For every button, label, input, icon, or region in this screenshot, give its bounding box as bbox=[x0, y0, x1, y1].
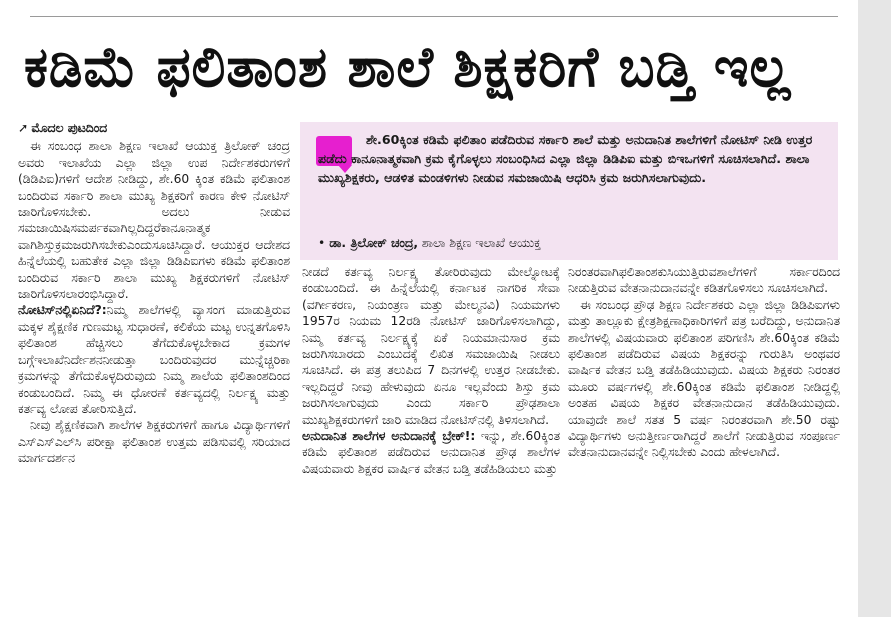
column-1 bbox=[18, 120, 290, 612]
kicker[interactable] bbox=[18, 120, 290, 136]
column-2 bbox=[302, 264, 560, 614]
paragraph bbox=[302, 428, 560, 477]
headline: ಕಡಿಮೆ ಫಲಿತಾಂಶ ಶಾಲೆ ಶಿಕ್ಷಕರಿಗೆ ಬಡ್ತಿ ಇಲ್ಲ bbox=[24, 35, 792, 100]
paragraph-text: ನಿಮ್ಮ ಶಾಲೆಗಳಲ್ಲಿ ವ್ಯಾಸಂಗ ಮಾಡುತ್ತಿರುವ ಮಕ್ಕಳ ಶೈಕ್ಷಣಿಕ ಗುಣಮಟ್ಟ ಸುಧಾರಣೆ, ಕಲಿಕೆಯ ಮಟ್ಟ ಉನ್ನತಗೊಳಿಸಿ ಫಲಿತಾಂಶ ಹೆಚ್ಚಿಸಲು ತೆಗೆದುಕೊಳ್ಳಬೇಕಾದ ಕ್ರಮಗಳ ಬಗ್ಗೆಇಲಾಖೆನಿರ್ದೇಶನನೀಡುತ್ತಾ ಬಂದಿರುವುದರ ಮುನ್ನೆಚ್ಚರಿಕಾ ಕ್ರಮಗಳನ್ನು ತೆಗೆದುಕೊಳ್ಳದಿರುವುದು ನಿಮ್ಮ ಶಾಲೆಯ ಫಲಿತಾಂಶದಿಂದ ಕಂಡುಬಂದಿದೆ. ನಿಮ್ಮ ಈ ಧೋರಣೆ ಕರ್ತವ್ಯದಲ್ಲಿ ನಿರ್ಲಕ್ಷ್ಯ ಮತ್ತು ಕರ್ತವ್ಯ ಲೋಪ ತೋರಿಸುತ್ತಿದೆ. bbox=[18, 303, 290, 416]
arrow-icon: ➚ bbox=[18, 121, 29, 135]
paragraph-text: ಇನ್ನು, ಶೇ.60ಕ್ಕಿಂತ ಕಡಿಮೆ ಫಲಿತಾಂಶ ಪಡೆದಿರುವ ಅನುದಾನಿತ ಪ್ರೌಢ ಶಾಲೆಗಳ ವಿಷಯವಾರು ಶಿಕ್ಷಕರ ವಾರ್ಷಿಕ ವೇತನ ಬಡ್ತಿ ತಡೆಹಿಡಿಯಲು ಮತ್ತು bbox=[302, 429, 560, 476]
viewer-side-margin bbox=[858, 0, 891, 617]
quote-name: ಡಾ. ತ್ರಿಲೋಕ್ ಚಂದ್ರ, bbox=[329, 236, 418, 250]
paragraph: ನೀಡದೆ ಕರ್ತವ್ಯ ನಿರ್ಲಕ್ಷ್ಯ ತೋರಿರುವುದು ಮೇಲ್ನೋಟಕ್ಕೆ ಕಂಡುಬಂದಿದೆ. ಈ ಹಿನ್ನೆಲೆಯಲ್ಲಿ ಕರ್ನಾಟಕ ನಾಗರಿಕ ಸೇವಾ (ವರ್ಗೀಕರಣ, ನಿಯಂತ್ರಣ ಮತ್ತು ಮೇಲ್ಮನವಿ) ನಿಯಮಗಳು 1957ರ ನಿಯಮ 12ರಡಿ ನೋಟಿಸ್ ಜಾರಿಗೊಳಿಸಲಾಗಿದ್ದು, ನಿಮ್ಮ ಕರ್ತವ್ಯ ನಿರ್ಲಕ್ಷ್ಯಕ್ಕೆ ಏಕೆ ನಿಯಮಾನುಸಾರ ಕ್ರಮ ಜರುಗಿಸಬಾರದು ಎಂಬುದಕ್ಕೆ ಲಿಖಿತ ಸಮಜಾಯಿಷಿ ನೀಡಲು ಸೂಚಿಸಿದೆ. ಈ ಪತ್ರ ತಲುಪಿದ 7 ದಿನಗಳಲ್ಲಿ ಉತ್ತರ ನೀಡಬೇಕು. ಇಲ್ಲದಿದ್ದರೆ ನೀವು ಹೇಳುವುದು ಏನೂ ಇಲ್ಲವೆಂದು ಶಿಸ್ತು ಕ್ರಮ ಜರುಗಿಸಲಾಗುವುದು ಎಂದು ಸರ್ಕಾರಿ ಪ್ರೌಢಶಾಲಾ ಮುಖ್ಯಶಿಕ್ಷಕರುಗಳಿಗೆ ಜಾರಿ ಮಾಡಿದ ನೋಟಿಸ್‌ನಲ್ಲಿ ತಿಳಿಸಲಾಗಿದೆ. bbox=[302, 265, 560, 427]
subheading: ನೋಟಿಸ್‌ನಲ್ಲಿಏನಿದೆ?: bbox=[18, 303, 107, 318]
kicker-label: ಮೊದಲ ಪುಟದಿಂದ bbox=[31, 121, 108, 135]
pull-quote bbox=[300, 122, 838, 260]
column-3 bbox=[568, 264, 840, 614]
paragraph: ನಿರಂತರವಾಗಿಫಲಿತಾಂಶಕುಸಿಯುತ್ತಿರುವಶಾಲೆಗಳಿಗೆ ಸರ್ಕಾರದಿಂದ ನೀಡುತ್ತಿರುವ ವೇತನಾನುದಾನವನ್ನೇ ಕಡಿತಗೊಳಿಸಲು ಸೂಚಿಸಲಾಗಿದೆ. bbox=[568, 265, 840, 296]
paragraph bbox=[18, 302, 290, 417]
quote-role: ಶಾಲಾ ಶಿಕ್ಷಣ ಇಲಾಖೆ ಆಯುಕ್ತ bbox=[421, 236, 541, 250]
quote-text: ಶೇ.60ಕ್ಕಿಂತ ಕಡಿಮೆ ಫಲಿತಾಂ ಪಡೆದಿರುವ ಸರ್ಕಾರಿ ಶಾಲೆ ಮತ್ತು ಅನುದಾನಿತ ಶಾಲೆಗಳಿಗೆ ನೋಟಿಸ್ ನೀಡಿ ಉತ್ತರ ಪಡೆದು ಕಾನೂನಾತ್ಮಕವಾಗಿ ಕ್ರಮ ಕೈಗೊಳ್ಳಲು ಸಂಬಂಧಿಸಿದ ಎಲ್ಲಾ ಜಿಲ್ಲಾ ಡಿಡಿಪಿಐ ಮತ್ತು ಬಿಇಒಗಳಿಗೆ ಸೂಚಿಸಲಾಗಿದೆ. ಶಾಲಾ ಮುಖ್ಯಶಿಕ್ಷಕರು, ಆಡಳಿತ ಮಂಡಳಿಗಳು ನೀಡುವ ಸಮಜಾಯಿಷಿ ಆಧರಿಸಿ ಕ್ರಮ ಜರುಗಿಸಲಾಗುವುದು. bbox=[318, 132, 813, 185]
top-rule bbox=[30, 16, 838, 17]
quote-attribution bbox=[318, 234, 818, 252]
bullet: • bbox=[318, 236, 326, 250]
paragraph: ಈ ಸಂಬಂಧ ಶಾಲಾ ಶಿಕ್ಷಣ ಇಲಾಖೆ ಆಯುಕ್ತ ತ್ರಿಲೋಕ್ ಚಂದ್ರ ಅವರು ಇಲಾಖೆಯ ಎಲ್ಲಾ ಜಿಲ್ಲಾ ಉಪ ನಿರ್ದೇಶಕರುಗಳಿಗೆ (ಡಿಡಿಪಿಐ)ಗಳಿಗೆ ಆದೇಶ ನೀಡಿದ್ದು, ಶೇ.60 ಕ್ಕಿಂತ ಕಡಿಮೆ ಫಲಿತಾಂಶ ಬಂದಿರುವ ಸರ್ಕಾರಿ ಶಾಲಾ ಮುಖ್ಯ ಶಿಕ್ಷಕರಿಗೆ ಕಾರಣ ಕೇಳಿ ನೋಟಿಸ್ ಜಾರಿಗೊಳಿಸಬೇಕು. ಅದಲು ನೀಡುವ ಸಮಜಾಯಿಷಿಸಮರ್ಪಕವಾಗಿಲ್ಲದಿದ್ದರೆಕಾನೂನಾತ್ಮಕ ವಾಗಿಶಿಸ್ತುಕ್ರಮಜರುಗಿಸಬೇಕುಎಂದುಸೂಚಿಸಿದ್ದಾರೆ. ಆಯುಕ್ತರ ಆದೇಶದ ಹಿನ್ನೆಲೆಯಲ್ಲಿ ಬಹುತೇಕ ಎಲ್ಲಾ ಜಿಲ್ಲಾ ಡಿಡಿಪಿಐಗಳು ಕಡಿಮೆ ಫಲಿತಾಂಶ ಬಂದಿರುವ ಸರ್ಕಾರಿ ಶಾಲಾ ಮುಖ್ಯ ಶಿಕ್ಷಕರುಗಳಿಗೆ ನೋಟಿಸ್ ಜಾರಿಗೊಳಿಸಲಾರಂಭಿಸಿದ್ದಾರೆ. bbox=[18, 139, 290, 302]
paragraph: ಈ ಸಂಬಂಧ ಪ್ರೌಢ ಶಿಕ್ಷಣ ನಿರ್ದೇಶಕರು ಎಲ್ಲಾ ಜಿಲ್ಲಾ ಡಿಡಿಪಿಐಗಳು ಮತ್ತು ತಾಲ್ಲೂಕು ಕ್ಷೇತ್ರಶಿಕ್ಷಣಾಧಿಕಾರಿಗಳಿಗೆ ಪತ್ರ ಬರೆದಿದ್ದು, ಅನುದಾನಿತ ಶಾಲೆಗಳಲ್ಲಿ ವಿಷಯವಾರು ಫಲಿತಾಂಶ ಪರಿಗಣಿಸಿ ಶೇ.60ಕ್ಕಿಂತ ಕಡಿಮೆ ಫಲಿತಾಂಶ ಪಡೆದಿರುವ ವಿಷಯ ಶಿಕ್ಷಕರನ್ನು ಗುರುತಿಸಿ ಅಂಥವರ ವಾರ್ಷಿಕ ವೇತನ ಬಡ್ತಿ ತಡೆಹಿಡಿಯುವುದು. ವಿಷಯ ಶಿಕ್ಷಕರು ನಿರಂತರ ಮೂರು ವರ್ಷಗಳಲ್ಲಿ ಶೇ.60ಕ್ಕಿಂತ ಕಡಿಮೆ ಫಲಿತಾಂಶ ನೀಡಿದ್ದಲ್ಲಿ ಅಂತಹ ವಿಷಯ ಶಿಕ್ಷಕರ ವೇತನಾನುದಾನ ತಡೆಹಿಡಿಯುವುದು. ಯಾವುದೇ ಶಾಲೆ ಸತತ 5 ವರ್ಷ ನಿರಂತರವಾಗಿ ಶೇ.50 ರಷ್ಟು ವಿದ್ಯಾರ್ಥಿಗಳು ಅನುತ್ತೀರ್ಣರಾಗಿದ್ದರೆ ಶಾಲೆಗೆ ನೀಡುತ್ತಿರುವ ಸಂಪೂರ್ಣ ವೇತನಾನುದಾನವನ್ನೇ ನಿಲ್ಲಿಸಬೇಕು ಎಂದು ಹೇಳಲಾಗಿದೆ. bbox=[568, 297, 840, 460]
paragraph: ನೀವು ಶೈಕ್ಷಣಿಕವಾಗಿ ಶಾಲೆಗಳ ಶಿಕ್ಷಕರುಗಳಿಗೆ ಹಾಗೂ ವಿದ್ಯಾರ್ಥಿಗಳಿಗೆ ಎಸ್ಎಸ್ಎಲ್‌ಸಿ ಪರೀಕ್ಷಾ ಫಲಿತಾಂಶ ಉತ್ತಮ ಪಡಿಸುವಲ್ಲಿ ಸರಿಯಾದ ಮಾರ್ಗದರ್ಶನ bbox=[18, 418, 290, 466]
subheading: ಅನುದಾನಿತ ಶಾಲೆಗಳ ಅನುದಾನಕ್ಕೆ ಬ್ರೇಕ್!: bbox=[302, 429, 476, 444]
